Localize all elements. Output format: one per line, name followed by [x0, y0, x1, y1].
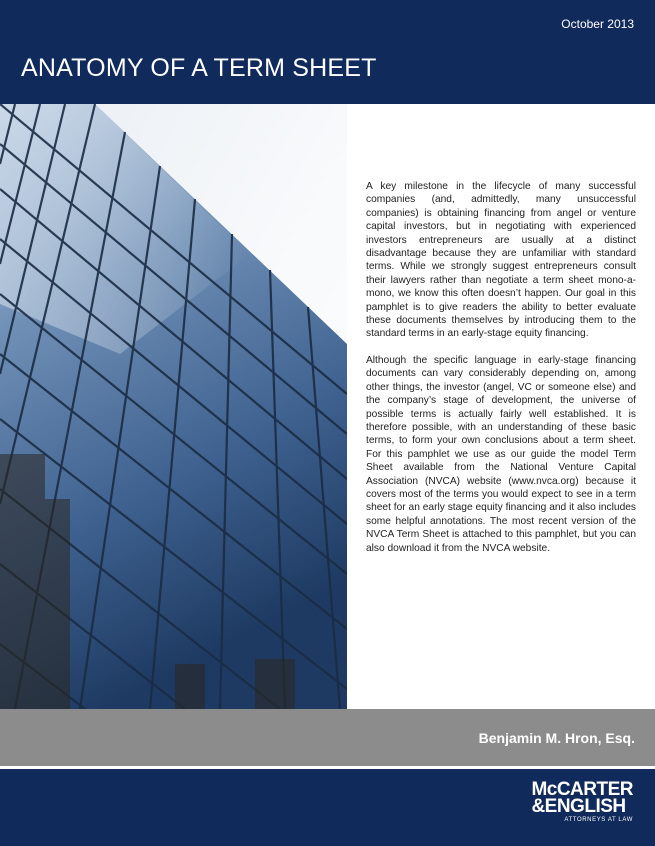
intro-text	[366, 180, 636, 568]
author-band	[0, 709, 655, 766]
publication-date: October 2013	[561, 17, 634, 31]
author-name: Benjamin M. Hron, Esq.	[478, 730, 635, 746]
firm-logo	[531, 781, 633, 823]
footer-banner	[0, 769, 655, 846]
intro-paragraph-2: Although the specific language in early-stage financing documents can vary considerably depending on, among other things, the investor (angel, VC or someone else) and the company’s stage of development, the universe of possible terms is actually fairly well established. It is therefore possible, with an understanding of these basic terms, to form your own conclusions about a term sheet. For this pamphlet we use as our guide the model Term Sheet available from the National Venture Capital Association (NVCA) website (www.nvca.org) because it covers most of the terms you would expect to see in a term sheet for an early stage equity financing and it also includes some helpful annotations. The most recent version of the NVCA Term Sheet is attached to this pamphlet, but you can also download it from the NVCA website.	[366, 354, 636, 554]
page-title: ANATOMY OF A TERM SHEET	[21, 54, 377, 82]
cover-photo	[0, 104, 347, 709]
header-banner	[0, 0, 655, 104]
logo-line-2: &ENGLISH	[531, 796, 626, 817]
intro-paragraph-1: A key milestone in the lifecycle of many successful companies (and, admittedly, many unsuccessful companies) is obtaining financing from angel or venture capital investors, but in negotiating with experienced investors entrepreneurs are usually at a distinct disadvantage because they are unfamiliar with standard terms. While we strongly suggest entrepreneurs consult their lawyers rather than negotiate a term sheet mono-a-mono, we know this often doesn’t happen. Our goal in this pamphlet is to give readers the ability to better evaluate these documents themselves by introducing them to the standard terms in an early-stage equity financing.	[366, 181, 636, 340]
logo-line-1: McCARTER	[531, 779, 633, 800]
logo-tagline: ATTORNEYS AT LAW	[564, 817, 633, 823]
